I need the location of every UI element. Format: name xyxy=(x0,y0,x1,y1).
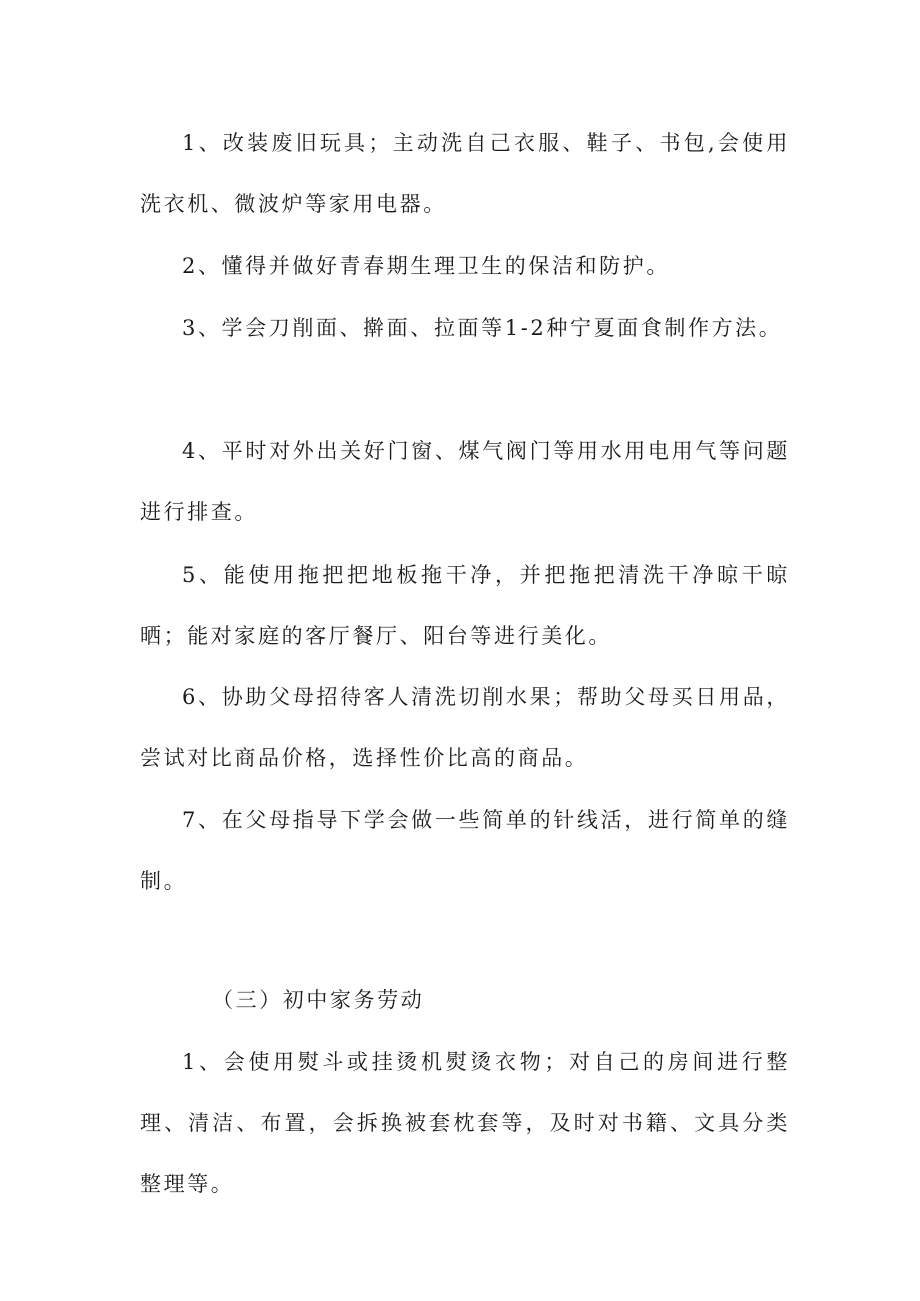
paragraph-item-1: 1、改装废旧玩具；主动洗自己衣服、鞋子、书包,会使用洗衣机、微波炉等家用电器。 xyxy=(140,131,790,216)
paragraph-item-2: 2、懂得并做好青春期生理卫生的保洁和防护。 xyxy=(182,254,670,278)
paragraph-item-3: 3、学会刀削面、擀面、拉面等1-2种宁夏面食制作方法。 xyxy=(182,316,783,340)
section-heading: （三）初中家务劳动 xyxy=(212,988,425,1012)
section-paragraph-item-1: 1、会使用熨斗或挂烫机熨烫衣物；对自己的房间进行整理、清洁、布置，会拆换被套枕套等，及时对书籍、文具分类整理等。 xyxy=(140,1050,790,1196)
paragraph-item-6: 6、协助父母招待客人清洗切削水果；帮助父母买日用品，尝试对比商品价格，选择性价比高的商品。 xyxy=(140,685,790,770)
paragraph-item-7: 7、在父母指导下学会做一些简单的针线活，进行简单的缝制。 xyxy=(140,808,790,893)
paragraph-item-4: 4、平时对外出关好门窗、煤气阀门等用水用电用气等问题进行排查。 xyxy=(140,439,790,524)
paragraph-item-5: 5、能使用拖把把地板拖干净，并把拖把清洗干净晾干晾晒；能对家庭的客厅餐厅、阳台等进行美化。 xyxy=(140,563,790,648)
